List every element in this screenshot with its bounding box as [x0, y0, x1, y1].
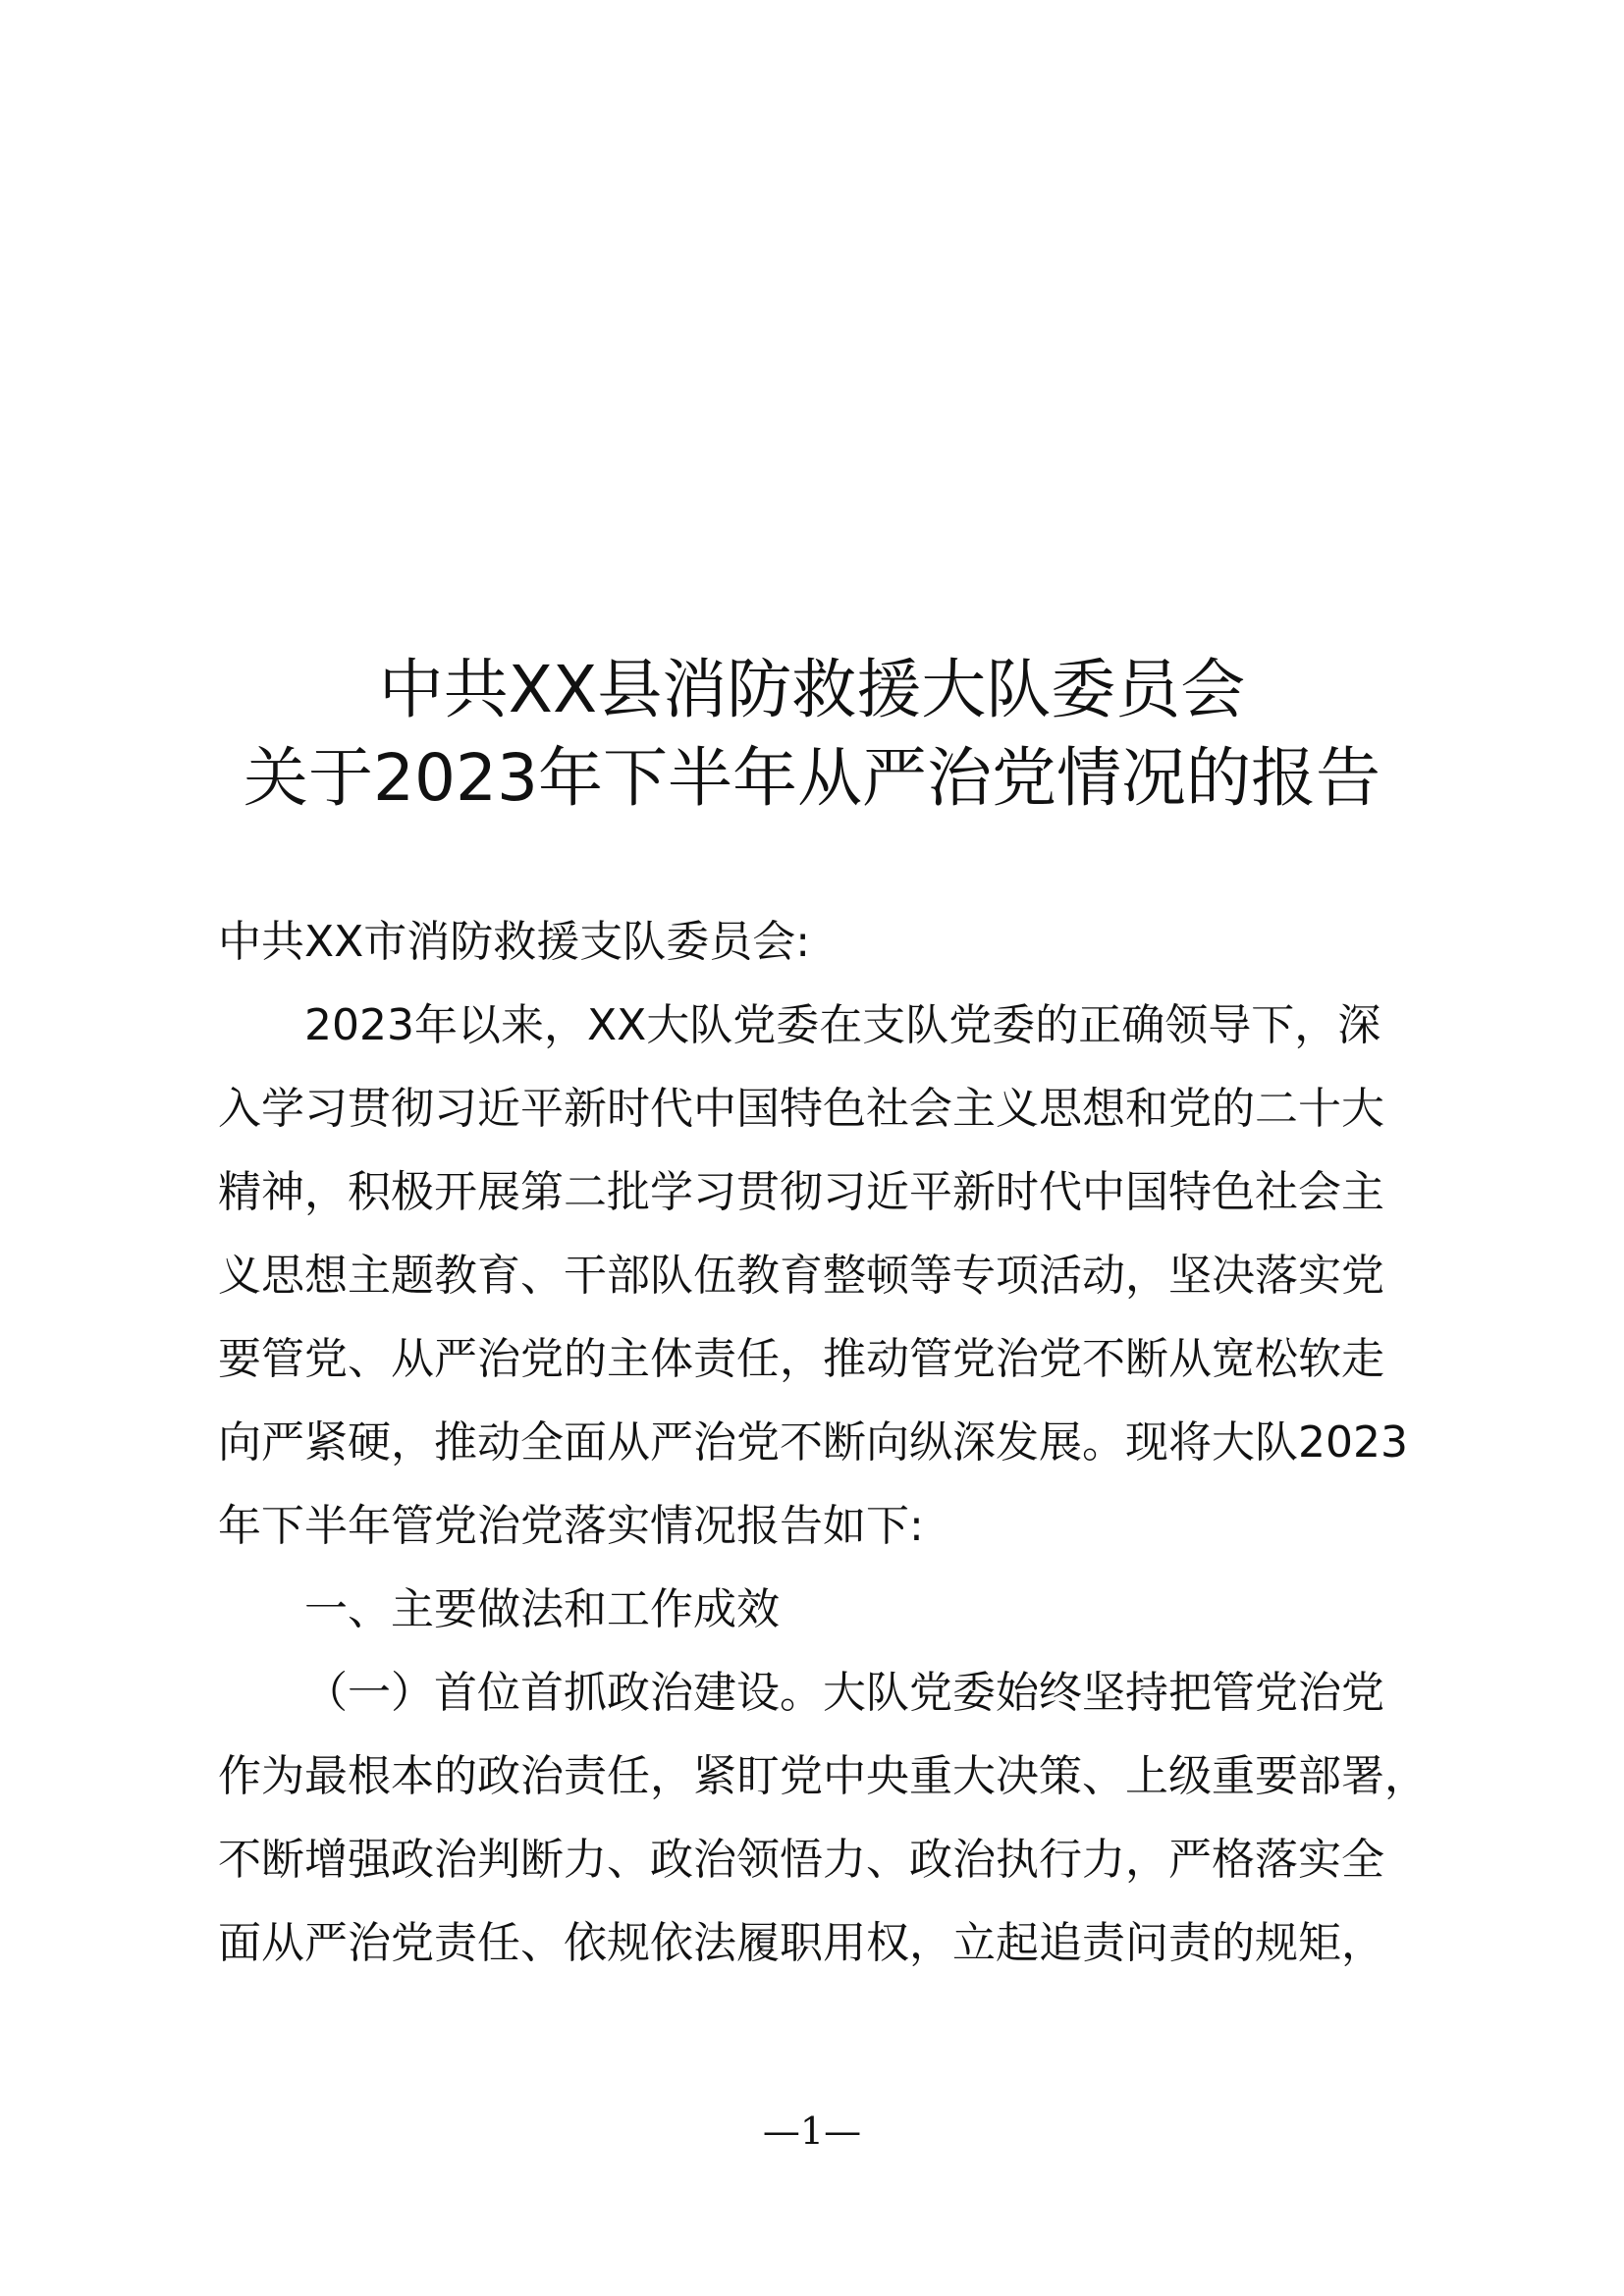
- body-line: 义思想主题教育、干部队伍教育整顿等专项活动，坚决落实党: [218, 1251, 1384, 1301]
- body-line: 面从严治党责任、依规依法履职用权，立起追责问责的规矩，: [218, 1918, 1384, 1968]
- body-line: 精神，积极开展第二批学习贯彻习近平新时代中国特色社会主: [218, 1167, 1384, 1217]
- salutation: 中共XX市消防救援支队委员会:: [218, 917, 811, 967]
- section-heading: 一、主要做法和工作成效: [304, 1584, 780, 1634]
- document-title-line-2: 关于2023年下半年从严治党情况的报告: [244, 740, 1380, 816]
- body-line: 要管党、从严治党的主体责任，推动管党治党不断从宽松软走: [218, 1334, 1384, 1384]
- body-line: 作为最根本的政治责任，紧盯党中央重大决策、上级重要部署，: [218, 1751, 1428, 1801]
- body-line: 不断增强政治判断力、政治领悟力、政治执行力，严格落实全: [218, 1835, 1384, 1885]
- page-number: —1—: [762, 2109, 862, 2153]
- body-line: 入学习贯彻习近平新时代中国特色社会主义思想和党的二十大: [218, 1084, 1384, 1134]
- document-title-line-1: 中共XX县消防救援大队委员会: [378, 652, 1246, 727]
- body-line: 年下半年管党治党落实情况报告如下:: [218, 1501, 924, 1551]
- body-line: （一）首位首抓政治建设。大队党委始终坚持把管党治党: [304, 1668, 1384, 1718]
- body-line: 2023年以来，XX大队党委在支队党委的正确领导下，深: [304, 1000, 1381, 1050]
- body-line: 向严紧硬，推动全面从严治党不断向纵深发展。现将大队2023: [218, 1417, 1408, 1468]
